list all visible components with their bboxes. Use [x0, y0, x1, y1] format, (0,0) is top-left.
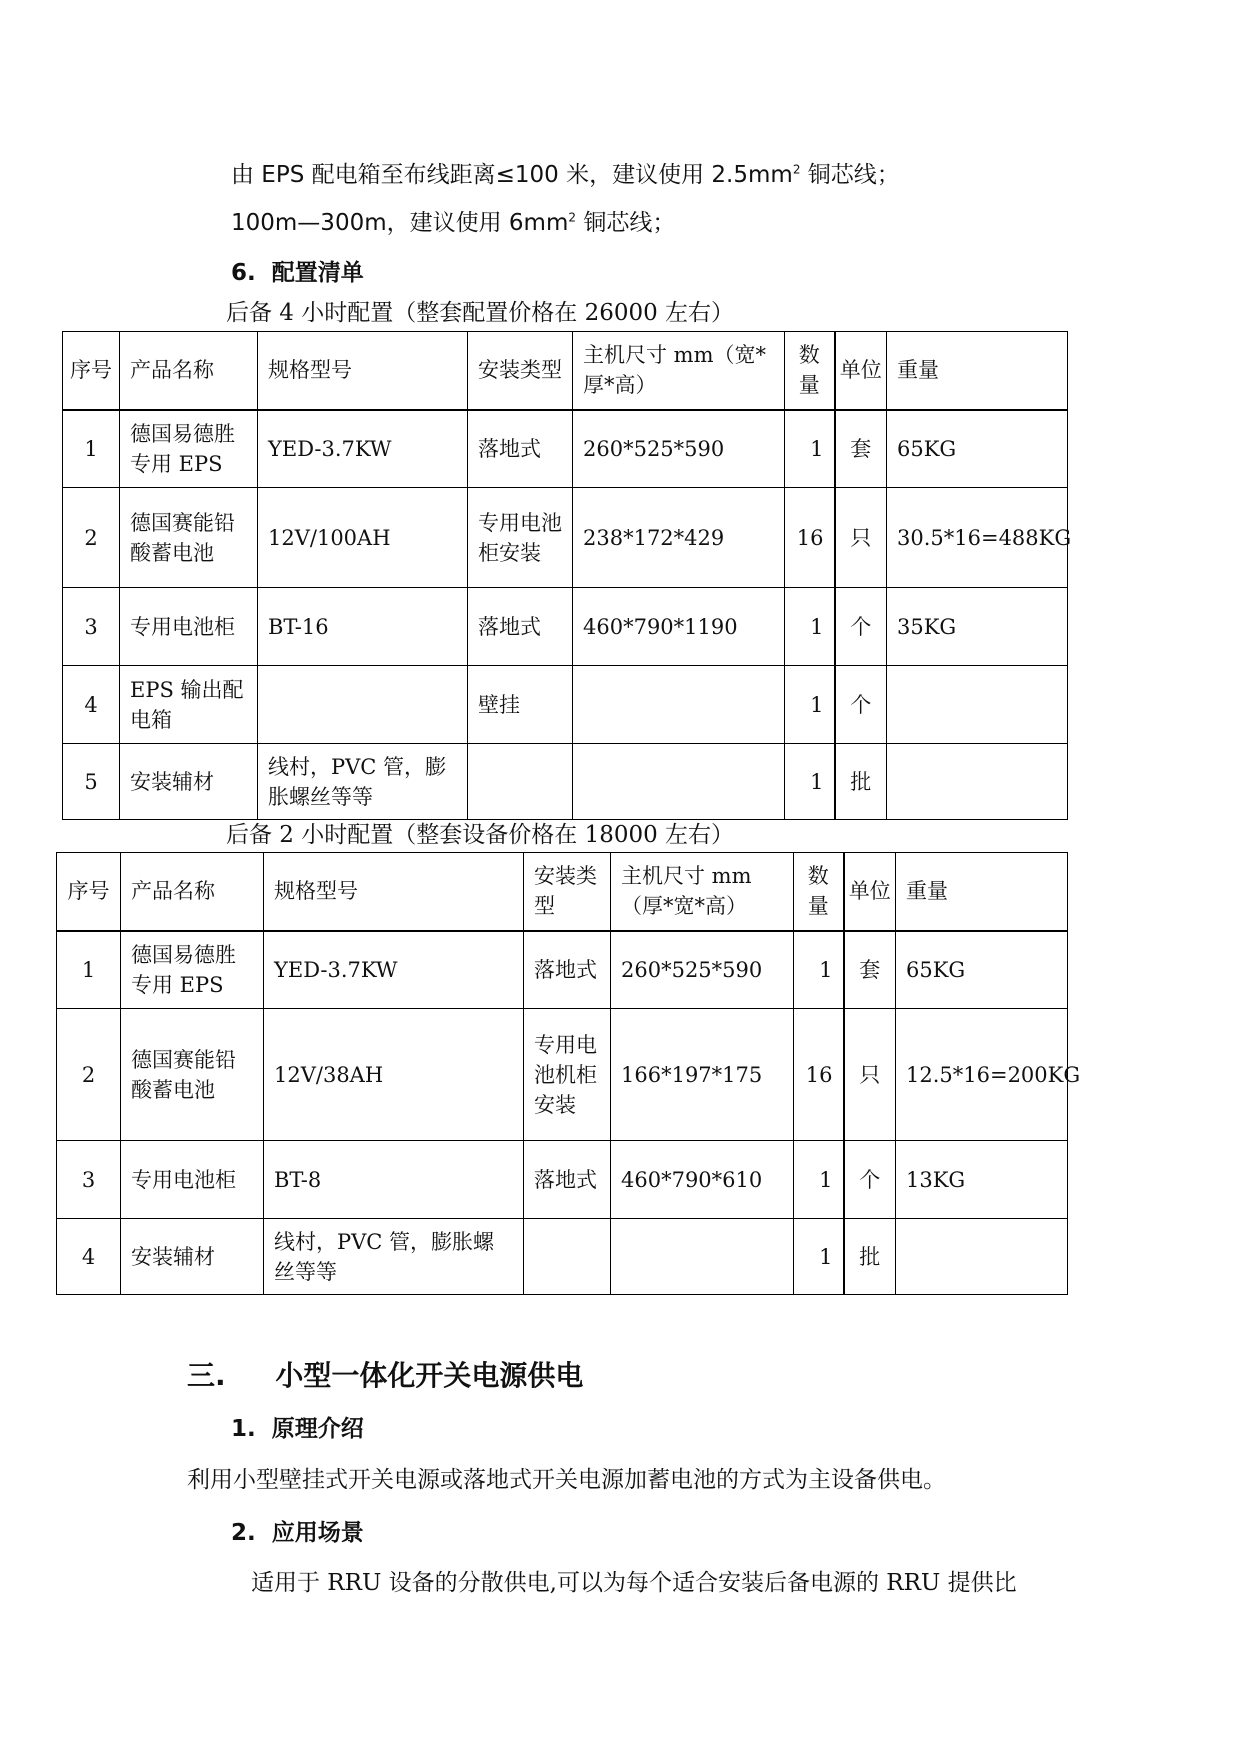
- cell-unit: 只: [835, 488, 887, 588]
- cell-model: [258, 666, 468, 744]
- superscript: 2: [568, 210, 577, 225]
- table-row: [63, 488, 1068, 588]
- table-row: [57, 1141, 1068, 1219]
- header-cell-weight: 重量: [887, 332, 1068, 410]
- cell-unit: 批: [835, 744, 887, 820]
- cell-index: 3: [57, 1141, 121, 1219]
- paragraph: 适用于 RRU 设备的分散供电,可以为每个适合安装后备电源的 RRU 提供比: [251, 1570, 1017, 1596]
- table-row: [57, 1009, 1068, 1141]
- cell-index: 5: [63, 744, 120, 820]
- cell-weight: [887, 744, 1068, 820]
- intro-line-2-tail: 铜芯线；: [576, 210, 676, 236]
- cell-weight: 12.5*16=200KG: [896, 1009, 1068, 1141]
- cell-size: 166*197*175: [611, 1009, 794, 1141]
- cell-size: 238*172*429: [573, 488, 785, 588]
- cell-unit: 个: [835, 666, 887, 744]
- cell-install: [524, 1219, 611, 1295]
- cell-model: 线村，PVC 管，膨胀螺丝等等: [264, 1219, 524, 1295]
- cell-model: YED-3.7KW: [258, 410, 468, 488]
- cell-install: 落地式: [468, 588, 573, 666]
- table-header-row: [63, 332, 1068, 410]
- cell-index: 4: [57, 1219, 121, 1295]
- config-table-2h: [56, 852, 1081, 1295]
- cell-model: 12V/38AH: [264, 1009, 524, 1141]
- cell-product: 安装辅材: [120, 744, 258, 820]
- header-cell-index: 序号: [63, 332, 120, 410]
- header-cell-product: 产品名称: [120, 332, 258, 410]
- intro-line-1: [231, 160, 900, 190]
- cell-unit: 个: [835, 588, 887, 666]
- cell-product: EPS 输出配电箱: [120, 666, 258, 744]
- superscript: 2: [792, 162, 801, 177]
- section-title: 小型一体化开关电源供电: [275, 1359, 584, 1392]
- section-number: 三.: [187, 1359, 226, 1392]
- header-cell-qty: 数量: [794, 853, 844, 931]
- intro-line-2: [231, 208, 675, 238]
- header-cell-model: 规格型号: [258, 332, 468, 410]
- cell-product: 德国赛能铅酸蓄电池: [121, 1009, 264, 1141]
- cell-product: 安装辅材: [121, 1219, 264, 1295]
- table-row: [63, 666, 1068, 744]
- cell-install: 落地式: [524, 931, 611, 1009]
- cell-install: [468, 744, 573, 820]
- table-row: [63, 588, 1068, 666]
- section-title: 配置清单: [271, 260, 364, 286]
- table-2-caption: 后备 2 小时配置（整套设备价格在 18000 左右）: [226, 822, 735, 848]
- cell-model: BT-16: [258, 588, 468, 666]
- header-cell-product: 产品名称: [121, 853, 264, 931]
- subsection-number: 1.: [231, 1416, 256, 1442]
- cell-model: BT-8: [264, 1141, 524, 1219]
- table-row: [63, 410, 1068, 488]
- cell-unit: 套: [835, 410, 887, 488]
- header-cell-size: 主机尺寸 mm（宽*厚*高）: [573, 332, 785, 410]
- cell-index: 2: [57, 1009, 121, 1141]
- cell-index: 2: [63, 488, 120, 588]
- cell-weight: 13KG: [896, 1141, 1068, 1219]
- cell-weight: [887, 666, 1068, 744]
- header-cell-unit: 单位: [835, 332, 887, 410]
- header-cell-install: 安装类型: [468, 332, 573, 410]
- cell-qty: 16: [785, 488, 835, 588]
- cell-model: 线村，PVC 管，膨胀螺丝等等: [258, 744, 468, 820]
- header-cell-unit: 单位: [844, 853, 896, 931]
- header-cell-weight: 重量: [896, 853, 1068, 931]
- cell-install: 专用电池机柜安装: [524, 1009, 611, 1141]
- cell-index: 1: [57, 931, 121, 1009]
- cell-unit: 套: [844, 931, 896, 1009]
- cell-size: 260*525*590: [611, 931, 794, 1009]
- table-row: [57, 931, 1068, 1009]
- cell-size: 460*790*610: [611, 1141, 794, 1219]
- paragraph: 利用小型壁挂式开关电源或落地式开关电源加蓄电池的方式为主设备供电。: [187, 1467, 946, 1493]
- header-cell-model: 规格型号: [264, 853, 524, 931]
- cell-weight: 35KG: [887, 588, 1068, 666]
- cell-qty: 1: [794, 931, 844, 1009]
- cell-unit: 个: [844, 1141, 896, 1219]
- cell-product: 专用电池柜: [120, 588, 258, 666]
- intro-line-1-text: 由 EPS 配电箱至布线距离≤100 米，建议使用 2.5mm: [231, 162, 793, 188]
- cell-install: 专用电池柜安装: [468, 488, 573, 588]
- cell-size: [573, 744, 785, 820]
- cell-weight: 65KG: [887, 410, 1068, 488]
- cell-unit: 批: [844, 1219, 896, 1295]
- cell-product: 专用电池柜: [121, 1141, 264, 1219]
- subsection-number: 2.: [231, 1520, 256, 1546]
- config-table-4h: [62, 331, 1072, 820]
- table-1-caption: 后备 4 小时配置（整套配置价格在 26000 左右）: [226, 300, 735, 326]
- cell-weight: 30.5*16=488KG: [887, 488, 1068, 588]
- table-header-row: [57, 853, 1068, 931]
- cell-qty: 1: [785, 744, 835, 820]
- section-number: 6.: [231, 260, 256, 286]
- cell-qty: 1: [785, 588, 835, 666]
- section-heading-3: [187, 1358, 583, 1394]
- cell-index: 3: [63, 588, 120, 666]
- section-heading-6: [231, 258, 364, 288]
- cell-size: [611, 1219, 794, 1295]
- cell-install: 落地式: [468, 410, 573, 488]
- cell-unit: 只: [844, 1009, 896, 1141]
- subsection-title: 应用场景: [271, 1520, 364, 1546]
- cell-qty: 1: [794, 1219, 844, 1295]
- cell-product: 德国易德胜专用 EPS: [120, 410, 258, 488]
- header-cell-index: 序号: [57, 853, 121, 931]
- cell-size: 260*525*590: [573, 410, 785, 488]
- cell-weight: 65KG: [896, 931, 1068, 1009]
- cell-qty: 16: [794, 1009, 844, 1141]
- subsection-title: 原理介绍: [271, 1416, 364, 1442]
- cell-qty: 1: [794, 1141, 844, 1219]
- cell-model: 12V/100AH: [258, 488, 468, 588]
- intro-line-2-text: 100m—300m，建议使用 6mm: [231, 210, 569, 236]
- intro-line-1-tail: 铜芯线；: [800, 162, 900, 188]
- cell-index: 1: [63, 410, 120, 488]
- cell-size: [573, 666, 785, 744]
- cell-weight: [896, 1219, 1068, 1295]
- cell-size: 460*790*1190: [573, 588, 785, 666]
- header-cell-size: 主机尺寸 mm（厚*宽*高）: [611, 853, 794, 931]
- table-row: [57, 1219, 1068, 1295]
- cell-model: YED-3.7KW: [264, 931, 524, 1009]
- cell-qty: 1: [785, 666, 835, 744]
- cell-index: 4: [63, 666, 120, 744]
- header-cell-qty: 数量: [785, 332, 835, 410]
- cell-product: 德国易德胜专用 EPS: [121, 931, 264, 1009]
- cell-product: 德国赛能铅酸蓄电池: [120, 488, 258, 588]
- subsection-heading-1: [231, 1414, 364, 1444]
- header-cell-install: 安装类型: [524, 853, 611, 931]
- subsection-heading-2: [231, 1518, 364, 1548]
- cell-install: 落地式: [524, 1141, 611, 1219]
- cell-install: 壁挂: [468, 666, 573, 744]
- table-row: [63, 744, 1068, 820]
- cell-qty: 1: [785, 410, 835, 488]
